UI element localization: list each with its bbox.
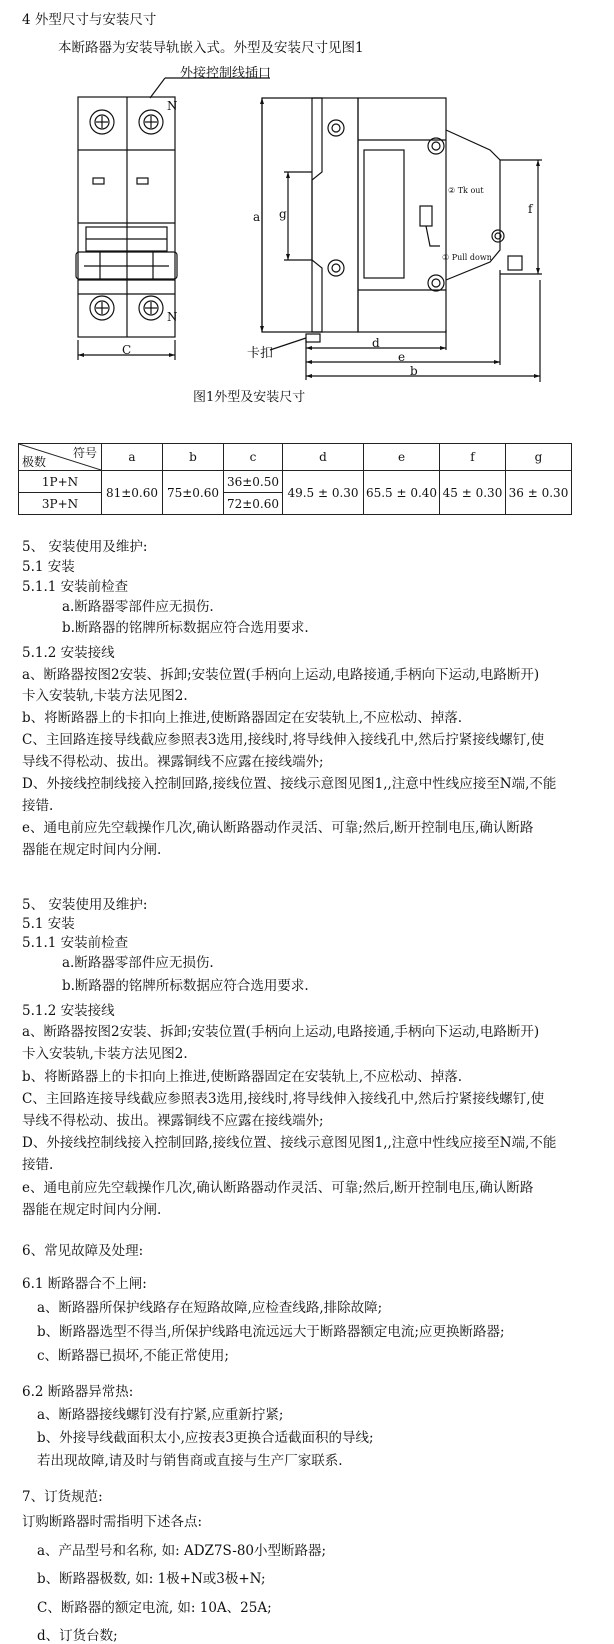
block1-c2: 导线不得松动、拔出。裸露铜线不应露在接线端外; (22, 754, 324, 770)
front-N-bottom-label: N (167, 310, 178, 324)
block2-s5: 5、 安装使用及维护: (22, 897, 148, 913)
section7-a: a、产品型号和名称, 如: ADZ7S-80小型断路器; (37, 1543, 327, 1559)
block2-s511a: a.断路器零部件应无损伤. (62, 955, 214, 971)
cell-d: 49.5 ± 0.30 (283, 471, 364, 515)
dimensions-table (18, 443, 572, 515)
figure-1-drawing (0, 55, 614, 410)
header-a: a (102, 444, 163, 471)
cell-e: 65.5 ± 0.40 (364, 471, 440, 515)
section6-heading: 6、常见故障及处理: (22, 1243, 144, 1259)
section6-1-heading: 6.1 断路器合不上闸: (22, 1276, 147, 1292)
section7-c: C、断路器的额定电流, 如: 10A、25A; (37, 1600, 272, 1616)
block1-a1: a、断路器按图2安装、拆卸;安装位置(手柄向上运动,电路接通,手柄向下运动,电路断开) (22, 667, 540, 683)
front-N-top-label: N (167, 99, 178, 113)
header-c: c (224, 444, 283, 471)
clip-label: 卡扣 (247, 346, 274, 361)
dim-a-label: a (253, 210, 261, 224)
block2-d1: D、外接线控制线接入控制回路,接线位置、接线示意图见图1,,注意中性线应接至N端,不能 (22, 1135, 557, 1151)
section6-2-c: 若出现故障,请及时与销售商或直接与生产厂家联系. (37, 1453, 343, 1469)
section7-intro: 订购断路器时需指明下述各点: (22, 1514, 203, 1530)
header-b: b (163, 444, 224, 471)
dim-b-label: b (410, 364, 418, 378)
row-label-3p: 3P+N (19, 493, 102, 515)
section-intro: 本断路器为安装导轨嵌入式。外型及安装尺寸见图1 (58, 40, 364, 56)
block1-a2: 卡入安装轨,卡装方法见图2. (22, 688, 188, 704)
section6-1-c: c、断路器已损坏,不能正常使用; (37, 1348, 229, 1364)
section7-heading: 7、订货规范: (22, 1489, 103, 1505)
section6-2-b: b、外接导线截面积太小,应按表3更换合适截面积的导线; (37, 1430, 374, 1446)
block2-c2: 导线不得松动、拔出。裸露铜线不应露在接线端外; (22, 1113, 324, 1129)
table-corner-cell (19, 444, 102, 471)
block2-b1: b、将断路器上的卡扣向上推进,使断路器固定在安装轨上,不应松动、掉落. (22, 1069, 463, 1085)
dim-f-label: f (528, 202, 533, 216)
section6-1-a: a、断路器所保护线路存在短路故障,应检查线路,排除故障; (37, 1300, 383, 1316)
corner-poles-label: 极数 (22, 455, 47, 469)
block2-s511b: b.断路器的铭牌所标数据应符合选用要求. (62, 978, 309, 994)
section7-b: b、断路器极数, 如: 1极+N或3极+N; (37, 1571, 266, 1587)
cell-b: 75±0.60 (163, 471, 224, 515)
section-heading: 4 外型尺寸与安装尺寸 (22, 12, 157, 28)
dim-g-label: g (279, 207, 287, 221)
block2-s511: 5.1.1 安装前检查 (22, 935, 129, 951)
row-label-1p: 1P+N (19, 471, 102, 493)
block2-d2: 接错. (22, 1157, 54, 1173)
dim-C-label: C (122, 343, 132, 357)
block1-d1: D、外接线控制线接入控制回路,接线位置、接线示意图见图1,,注意中性线应接至N端,不能 (22, 776, 557, 792)
dim-e-label: e (398, 350, 406, 364)
block1-s511b: b.断路器的铭牌所标数据应符合选用要求. (62, 620, 309, 636)
block2-e1: e、通电前应先空载操作几次,确认断路器动作灵活、可靠;然后,断开控制电压,确认断路 (22, 1180, 534, 1196)
header-e: e (364, 444, 440, 471)
figure-caption: 图1外型及安装尺寸 (193, 390, 306, 405)
section6-1-b: b、断路器选型不得当,所保护线路电流远远大于断路器额定电流;应更换断路器; (37, 1324, 505, 1340)
block1-s51: 5.1 安装 (22, 559, 75, 575)
dim-d-label: d (372, 336, 380, 350)
corner-symbol-label: 符号 (72, 446, 97, 460)
block2-s51: 5.1 安装 (22, 916, 75, 932)
cell-c-3p: 72±0.60 (224, 493, 283, 515)
block2-a1: a、断路器按图2安装、拆卸;安装位置(手柄向上运动,电路接通,手柄向下运动,电路断开) (22, 1024, 540, 1040)
block1-s5: 5、 安装使用及维护: (22, 539, 148, 555)
block2-a2: 卡入安装轨,卡装方法见图2. (22, 1046, 188, 1062)
pull-down-label: ① Pull down (442, 253, 492, 262)
cell-a: 81±0.60 (102, 471, 163, 515)
block2-s512: 5.1.2 安装接线 (22, 1003, 115, 1019)
cell-c-1p: 36±0.50 (224, 471, 283, 493)
header-d: d (283, 444, 364, 471)
block1-s512: 5.1.2 安装接线 (22, 645, 115, 661)
block1-e2: 器能在规定时间内分闸. (22, 842, 162, 858)
header-f: f (440, 444, 506, 471)
block1-s511: 5.1.1 安装前检查 (22, 579, 129, 595)
trip-out-label: ② Tk out (448, 186, 484, 195)
section6-2-a: a、断路器接线螺钉没有拧紧,应重新拧紧; (37, 1407, 284, 1423)
block1-s511a: a.断路器零部件应无损伤. (62, 599, 214, 615)
cell-g: 36 ± 0.30 (506, 471, 572, 515)
header-g: g (506, 444, 572, 471)
block2-e2: 器能在规定时间内分闸. (22, 1202, 162, 1218)
cell-f: 45 ± 0.30 (440, 471, 506, 515)
section6-2-heading: 6.2 断路器异常热: (22, 1384, 134, 1400)
block1-d2: 接错. (22, 798, 54, 814)
block1-c1: C、主回路连接导线截应参照表3选用,接线时,将导线伸入接线孔中,然后拧紧接线螺钉,使 (22, 732, 545, 748)
callout-control-port-label: 外接控制线插口 (180, 66, 272, 81)
block1-b1: b、将断路器上的卡扣向上推进,使断路器固定在安装轨上,不应松动、掉落. (22, 710, 463, 726)
section7-d: d、订货台数; (37, 1628, 118, 1644)
block2-c1: C、主回路连接导线截应参照表3选用,接线时,将导线伸入接线孔中,然后拧紧接线螺钉,使 (22, 1091, 545, 1107)
block1-e1: e、通电前应先空载操作几次,确认断路器动作灵活、可靠;然后,断开控制电压,确认断路 (22, 820, 534, 836)
